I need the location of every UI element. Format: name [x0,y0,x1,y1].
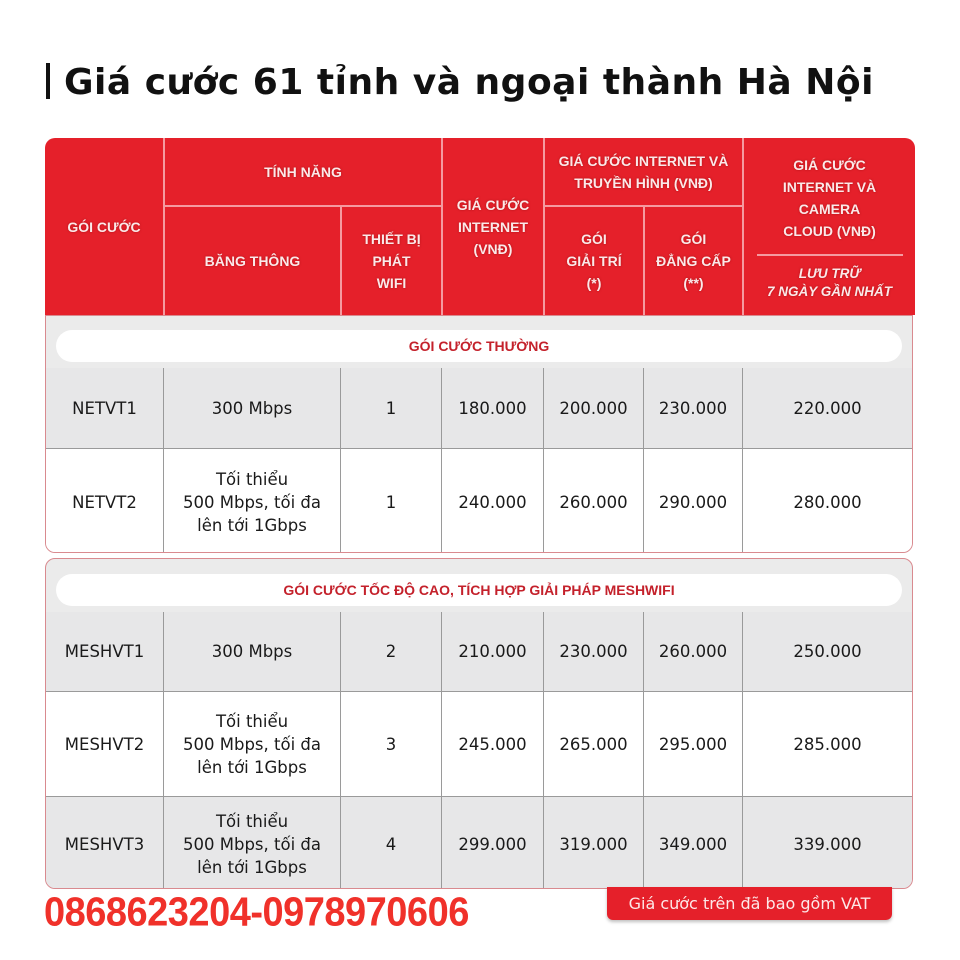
header-divider [165,205,441,207]
cell-package-name: MESHVT1 [64,642,145,661]
header-gia-internet-truyen-hinh [545,138,742,205]
header-line: GIÁ CƯỚC INTERNET VÀ [558,152,729,169]
header-thiet-bi-phat-wifi [342,207,441,315]
header-line: CAMERA [798,201,861,217]
bandwidth-line: 500 Mbps, tối đa [183,492,321,512]
cell-giai-tri-price: 319.000 [543,797,643,889]
table-row [46,448,912,553]
cell-camera-price: 220.000 [742,368,912,448]
title-bar-decoration [46,63,50,99]
bandwidth-line: 500 Mbps, tối đa [183,735,321,754]
header-gia-internet [443,138,543,315]
cell-package-name: MESHVT2 [64,735,145,754]
page-title-text: Giá cước 61 tỉnh và ngoại thành Hà Nội [64,62,874,103]
header-gia-camera-cloud [744,144,915,252]
cell-package-name: MESHVT3 [64,834,145,854]
header-divider [757,254,903,256]
header-divider [163,138,165,315]
header-line: WIFI [376,275,407,291]
cell-wifi-devices: 4 [340,797,441,889]
header-tinh-nang: TÍNH NĂNG [264,163,342,180]
cell-wifi-devices: 2 [340,612,441,691]
header-line: ĐẲNG CẤP [656,253,731,269]
cell-package-name: NETVT1 [72,398,137,418]
cell-bandwidth [163,449,340,553]
header-divider [441,138,443,315]
cell-bandwidth [163,692,340,797]
header-line: TRUYỀN HÌNH (VNĐ) [574,174,713,191]
cell-dang-cap-price: 230.000 [643,368,742,448]
header-bang-thong: BĂNG THÔNG [204,253,301,269]
bandwidth-line: lên tới 1Gbps [197,515,307,535]
cell-internet-price: 245.000 [441,692,543,797]
cell-dang-cap-price: 295.000 [643,692,742,797]
header-line: 7 NGÀY GẦN NHẤT [766,284,892,299]
cell-wifi-devices: 1 [340,368,441,448]
cell-camera-price: 285.000 [742,692,912,797]
section-label: GÓI CƯỚC THƯỜNG [56,330,902,362]
bandwidth-line: 500 Mbps, tối đa [183,834,321,854]
table-row [46,612,912,691]
cell-dang-cap-price: 260.000 [643,612,742,691]
header-divider [643,205,645,315]
section-goi-cuoc-thuong [45,315,913,553]
bandwidth-line: lên tới 1Gbps [197,857,307,877]
header-line: GIÁ CƯỚC [793,157,866,173]
header-divider [742,138,744,315]
cell-dang-cap-price: 290.000 [643,449,742,553]
cell-giai-tri-price: 230.000 [543,612,643,691]
cell-camera-price: 280.000 [742,449,912,553]
cell-camera-price: 250.000 [742,612,912,691]
header-line: (**) [683,275,704,291]
header-goi-giai-tri [545,207,643,315]
cell-camera-price: 339.000 [742,797,912,889]
cell-wifi-devices: 1 [340,449,441,553]
cell-bandwidth: 300 Mbps [163,368,340,448]
cell-internet-price: 299.000 [441,797,543,889]
header-line: GÓI [581,231,607,247]
header-line: THIẾT BỊ [362,231,421,247]
header-line: LƯU TRỮ [798,266,861,281]
header-luu-tru [744,258,915,308]
header-goi-cuoc: GÓI CƯỚC [67,218,141,235]
cell-giai-tri-price: 200.000 [543,368,643,448]
bandwidth-line: Tối thiểu [215,712,289,731]
header-line: (VNĐ) [473,240,513,257]
cell-internet-price: 240.000 [441,449,543,553]
bandwidth-line: Tối thiểu [215,469,289,489]
header-line: (*) [586,275,602,291]
header-line: INTERNET [458,218,528,235]
header-line: PHÁT [372,253,411,269]
cell-dang-cap-price: 349.000 [643,797,742,889]
header-line: CLOUD (VNĐ) [783,223,876,239]
cell-bandwidth: 300 Mbps [163,612,340,691]
header-divider [340,205,342,315]
vat-note-badge: Giá cước trên đã bao gồm VAT [607,887,892,920]
table-row [46,796,912,889]
table-header [45,138,915,315]
cell-internet-price: 180.000 [441,368,543,448]
header-divider [543,138,545,315]
header-line: GIẢI TRÍ [566,253,622,269]
header-line: GÓI [680,231,707,247]
page-title [46,62,874,103]
bandwidth-line: Tối thiểu [215,811,289,831]
table-row [46,691,912,797]
section-label: GÓI CƯỚC TỐC ĐỘ CAO, TÍCH HỢP GIẢI PHÁP MESHWIFI [56,574,902,606]
cell-internet-price: 210.000 [441,612,543,691]
bandwidth-line: lên tới 1Gbps [197,758,307,777]
cell-giai-tri-price: 265.000 [543,692,643,797]
cell-giai-tri-price: 260.000 [543,449,643,553]
cell-package-name: NETVT2 [72,492,137,512]
header-goi-dang-cap [645,207,742,315]
cell-wifi-devices: 3 [340,692,441,797]
header-line: INTERNET VÀ [782,179,877,195]
section-goi-cuoc-meshwifi [45,558,913,889]
cell-bandwidth [163,797,340,889]
phone-numbers: 0868623204-0978970606 [44,890,469,936]
header-line: GIÁ CƯỚC [456,196,530,213]
table-row [46,368,912,448]
